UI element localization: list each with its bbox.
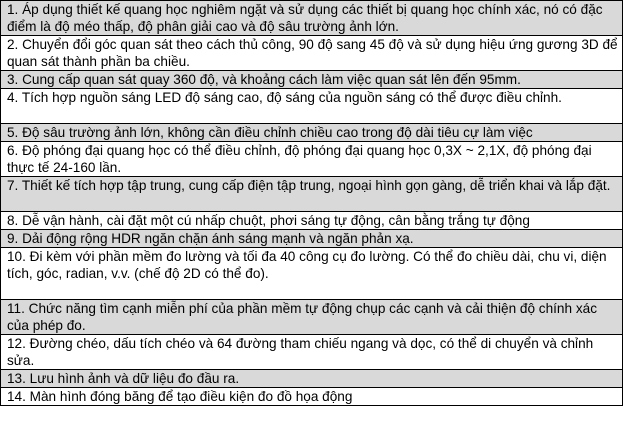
feature-cell: 12. Đường chéo, dấu tích chéo và 64 đường tham chiếu ngang và dọc, có thể di chuyển và chỉnh sửa. bbox=[1, 335, 623, 370]
feature-cell: 9. Dải động rộng HDR ngăn chặn ánh sáng mạnh và ngăn phản xạ. bbox=[1, 230, 623, 248]
feature-row bbox=[1, 71, 623, 89]
feature-row bbox=[1, 388, 623, 406]
feature-cell: 10. Đi kèm với phần mềm đo lường và tối đa 40 công cụ đo lường. Có thể đo chiều dài, chu vi, diện tích, góc, radian, v.v. (chế độ 2D có thể đo). bbox=[1, 248, 623, 300]
feature-cell: 11. Chức năng tìm cạnh miễn phí của phần mềm tự động chụp các cạnh và cải thiện độ chính xác của phép đo. bbox=[1, 300, 623, 335]
feature-cell: 4. Tích hợp nguồn sáng LED độ sáng cao, độ sáng của nguồn sáng có thể được điều chỉnh. bbox=[1, 89, 623, 124]
feature-cell: 7. Thiết kế tích hợp tập trung, cung cấp điện tập trung, ngoại hình gọn gàng, dễ triển khai và lắp đặt. bbox=[1, 177, 623, 212]
features-table-body bbox=[1, 1, 623, 406]
feature-row bbox=[1, 36, 623, 71]
feature-row bbox=[1, 124, 623, 142]
feature-row bbox=[1, 1, 623, 36]
feature-row bbox=[1, 177, 623, 212]
feature-row bbox=[1, 335, 623, 370]
feature-row bbox=[1, 230, 623, 248]
feature-cell: 14. Màn hình đóng băng để tạo điều kiện đo đồ họa động bbox=[1, 388, 623, 406]
feature-row bbox=[1, 212, 623, 230]
feature-cell: 3. Cung cấp quan sát quay 360 độ, và khoảng cách làm việc quan sát lên đến 95mm. bbox=[1, 71, 623, 89]
feature-row bbox=[1, 248, 623, 300]
feature-row bbox=[1, 300, 623, 335]
feature-cell: 13. Lưu hình ảnh và dữ liệu đo đầu ra. bbox=[1, 370, 623, 388]
feature-cell: 8. Dễ vận hành, cài đặt một cú nhấp chuột, phơi sáng tự động, cân bằng trắng tự động bbox=[1, 212, 623, 230]
feature-cell: 5. Độ sâu trường ảnh lớn, không cần điều chỉnh chiều cao trong độ dài tiêu cự làm việc bbox=[1, 124, 623, 142]
feature-row bbox=[1, 370, 623, 388]
feature-cell: 6. Độ phóng đại quang học có thể điều chỉnh, độ phóng đại quang học 0,3X ~ 2,1X, độ phóng đại thực tế 24-160 lần. bbox=[1, 142, 623, 177]
feature-cell: 2. Chuyển đổi góc quan sát theo cách thủ công, 90 độ sang 45 độ và sử dụng hiệu ứng gương 3D để quan sát thành phần ba chiều. bbox=[1, 36, 623, 71]
feature-row bbox=[1, 89, 623, 124]
feature-cell: 1. Áp dụng thiết kế quang học nghiêm ngặt và sử dụng các thiết bị quang học chính xác, nó có đặc điểm là độ méo thấp, độ phân giải cao và độ sâu trường ảnh lớn. bbox=[1, 1, 623, 36]
feature-row bbox=[1, 142, 623, 177]
